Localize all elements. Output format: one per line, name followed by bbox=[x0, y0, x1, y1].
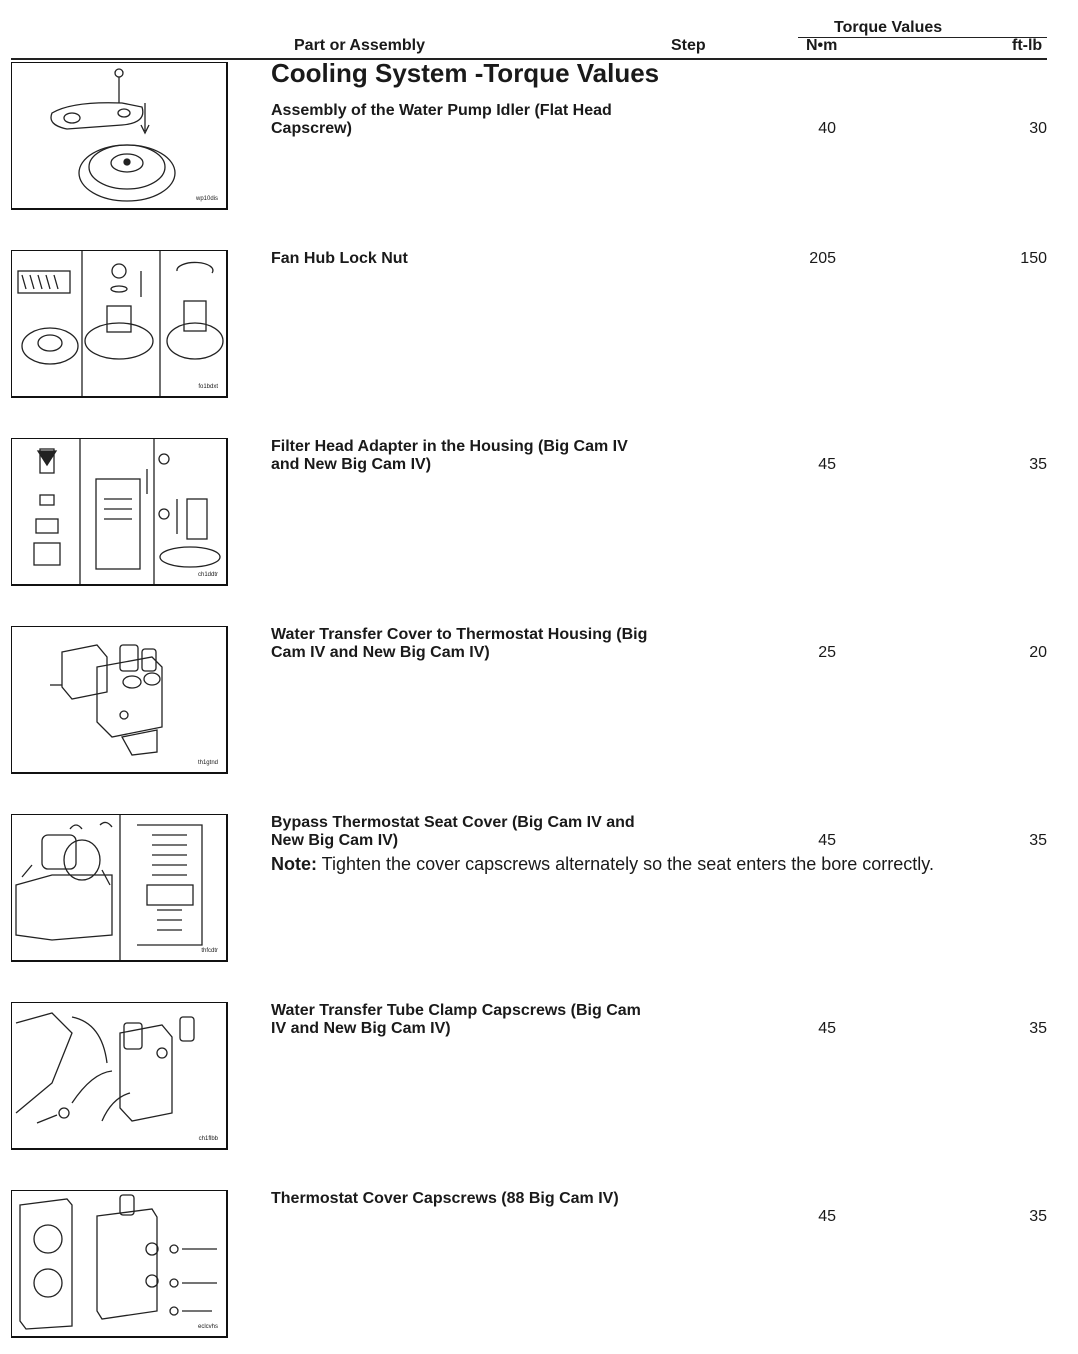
table-row bbox=[0, 438, 1078, 588]
table-row bbox=[0, 1002, 1078, 1152]
part-name: Assembly of the Water Pump Idler (Flat Head Capscrew) bbox=[271, 102, 612, 137]
figure-code: ch1flbb bbox=[198, 1136, 218, 1142]
bypass-thermostat-illustration bbox=[11, 814, 228, 962]
ftlb-value: 150 bbox=[1020, 250, 1047, 267]
water-pump-idler-illustration bbox=[11, 62, 228, 210]
filter-head-adapter-illustration bbox=[11, 438, 228, 586]
ftlb-value: 35 bbox=[1029, 832, 1047, 849]
nm-column-header: N•m bbox=[806, 37, 838, 54]
note-text bbox=[271, 854, 934, 875]
water-transfer-tube-illustration bbox=[11, 1002, 228, 1150]
ftlb-value: 30 bbox=[1029, 120, 1047, 137]
figure-code: ch1ddtr bbox=[197, 572, 218, 578]
ftlb-value: 35 bbox=[1029, 456, 1047, 473]
thermostat-cover-illustration bbox=[11, 1190, 228, 1338]
figure-code: th1gtnd bbox=[197, 760, 218, 766]
nm-value: 40 bbox=[818, 120, 836, 137]
nm-value: 45 bbox=[818, 1208, 836, 1225]
figure-code: fo1bdxt bbox=[198, 384, 218, 390]
part-name: Fan Hub Lock Nut bbox=[271, 250, 408, 267]
ftlb-value: 35 bbox=[1029, 1208, 1047, 1225]
ftlb-value: 20 bbox=[1029, 644, 1047, 661]
nm-value: 205 bbox=[809, 250, 836, 267]
ftlb-column-header: ft-lb bbox=[1012, 37, 1043, 54]
part-name: Bypass Thermostat Seat Cover (Big Cam IV and New Big Cam IV) bbox=[271, 814, 635, 849]
page-title: Cooling System -Torque Values bbox=[271, 58, 660, 88]
table-row bbox=[0, 62, 1078, 212]
table-row bbox=[0, 814, 1078, 964]
step-column-header: Step bbox=[671, 37, 706, 54]
part-name: Filter Head Adapter in the Housing (Big Cam IV and New Big Cam IV) bbox=[271, 438, 628, 473]
part-name: Water Transfer Cover to Thermostat Housing (Big Cam IV and New Big Cam IV) bbox=[271, 626, 648, 661]
figure-code: eclcvhs bbox=[197, 1324, 218, 1330]
note-label: Note: bbox=[271, 854, 317, 874]
nm-value: 45 bbox=[818, 1020, 836, 1037]
table-row bbox=[0, 626, 1078, 776]
figure-code: thfcdtr bbox=[201, 948, 218, 954]
ftlb-value: 35 bbox=[1029, 1020, 1047, 1037]
water-transfer-cover-illustration bbox=[11, 626, 228, 774]
torque-values-header: Torque Values bbox=[834, 19, 943, 36]
part-name: Thermostat Cover Capscrews (88 Big Cam IV) bbox=[271, 1190, 619, 1207]
fan-hub-illustration bbox=[11, 250, 228, 398]
table-row bbox=[0, 250, 1078, 400]
part-column-header: Part or Assembly bbox=[294, 37, 426, 54]
nm-value: 45 bbox=[818, 832, 836, 849]
part-name: Water Transfer Tube Clamp Capscrews (Big Cam IV and New Big Cam IV) bbox=[271, 1002, 641, 1037]
note-body: Tighten the cover capscrews alternately so the seat enters the bore correctly. bbox=[317, 854, 934, 874]
table-row bbox=[0, 1190, 1078, 1340]
nm-value: 25 bbox=[818, 644, 836, 661]
nm-value: 45 bbox=[818, 456, 836, 473]
figure-code: wp10dis bbox=[195, 196, 218, 202]
